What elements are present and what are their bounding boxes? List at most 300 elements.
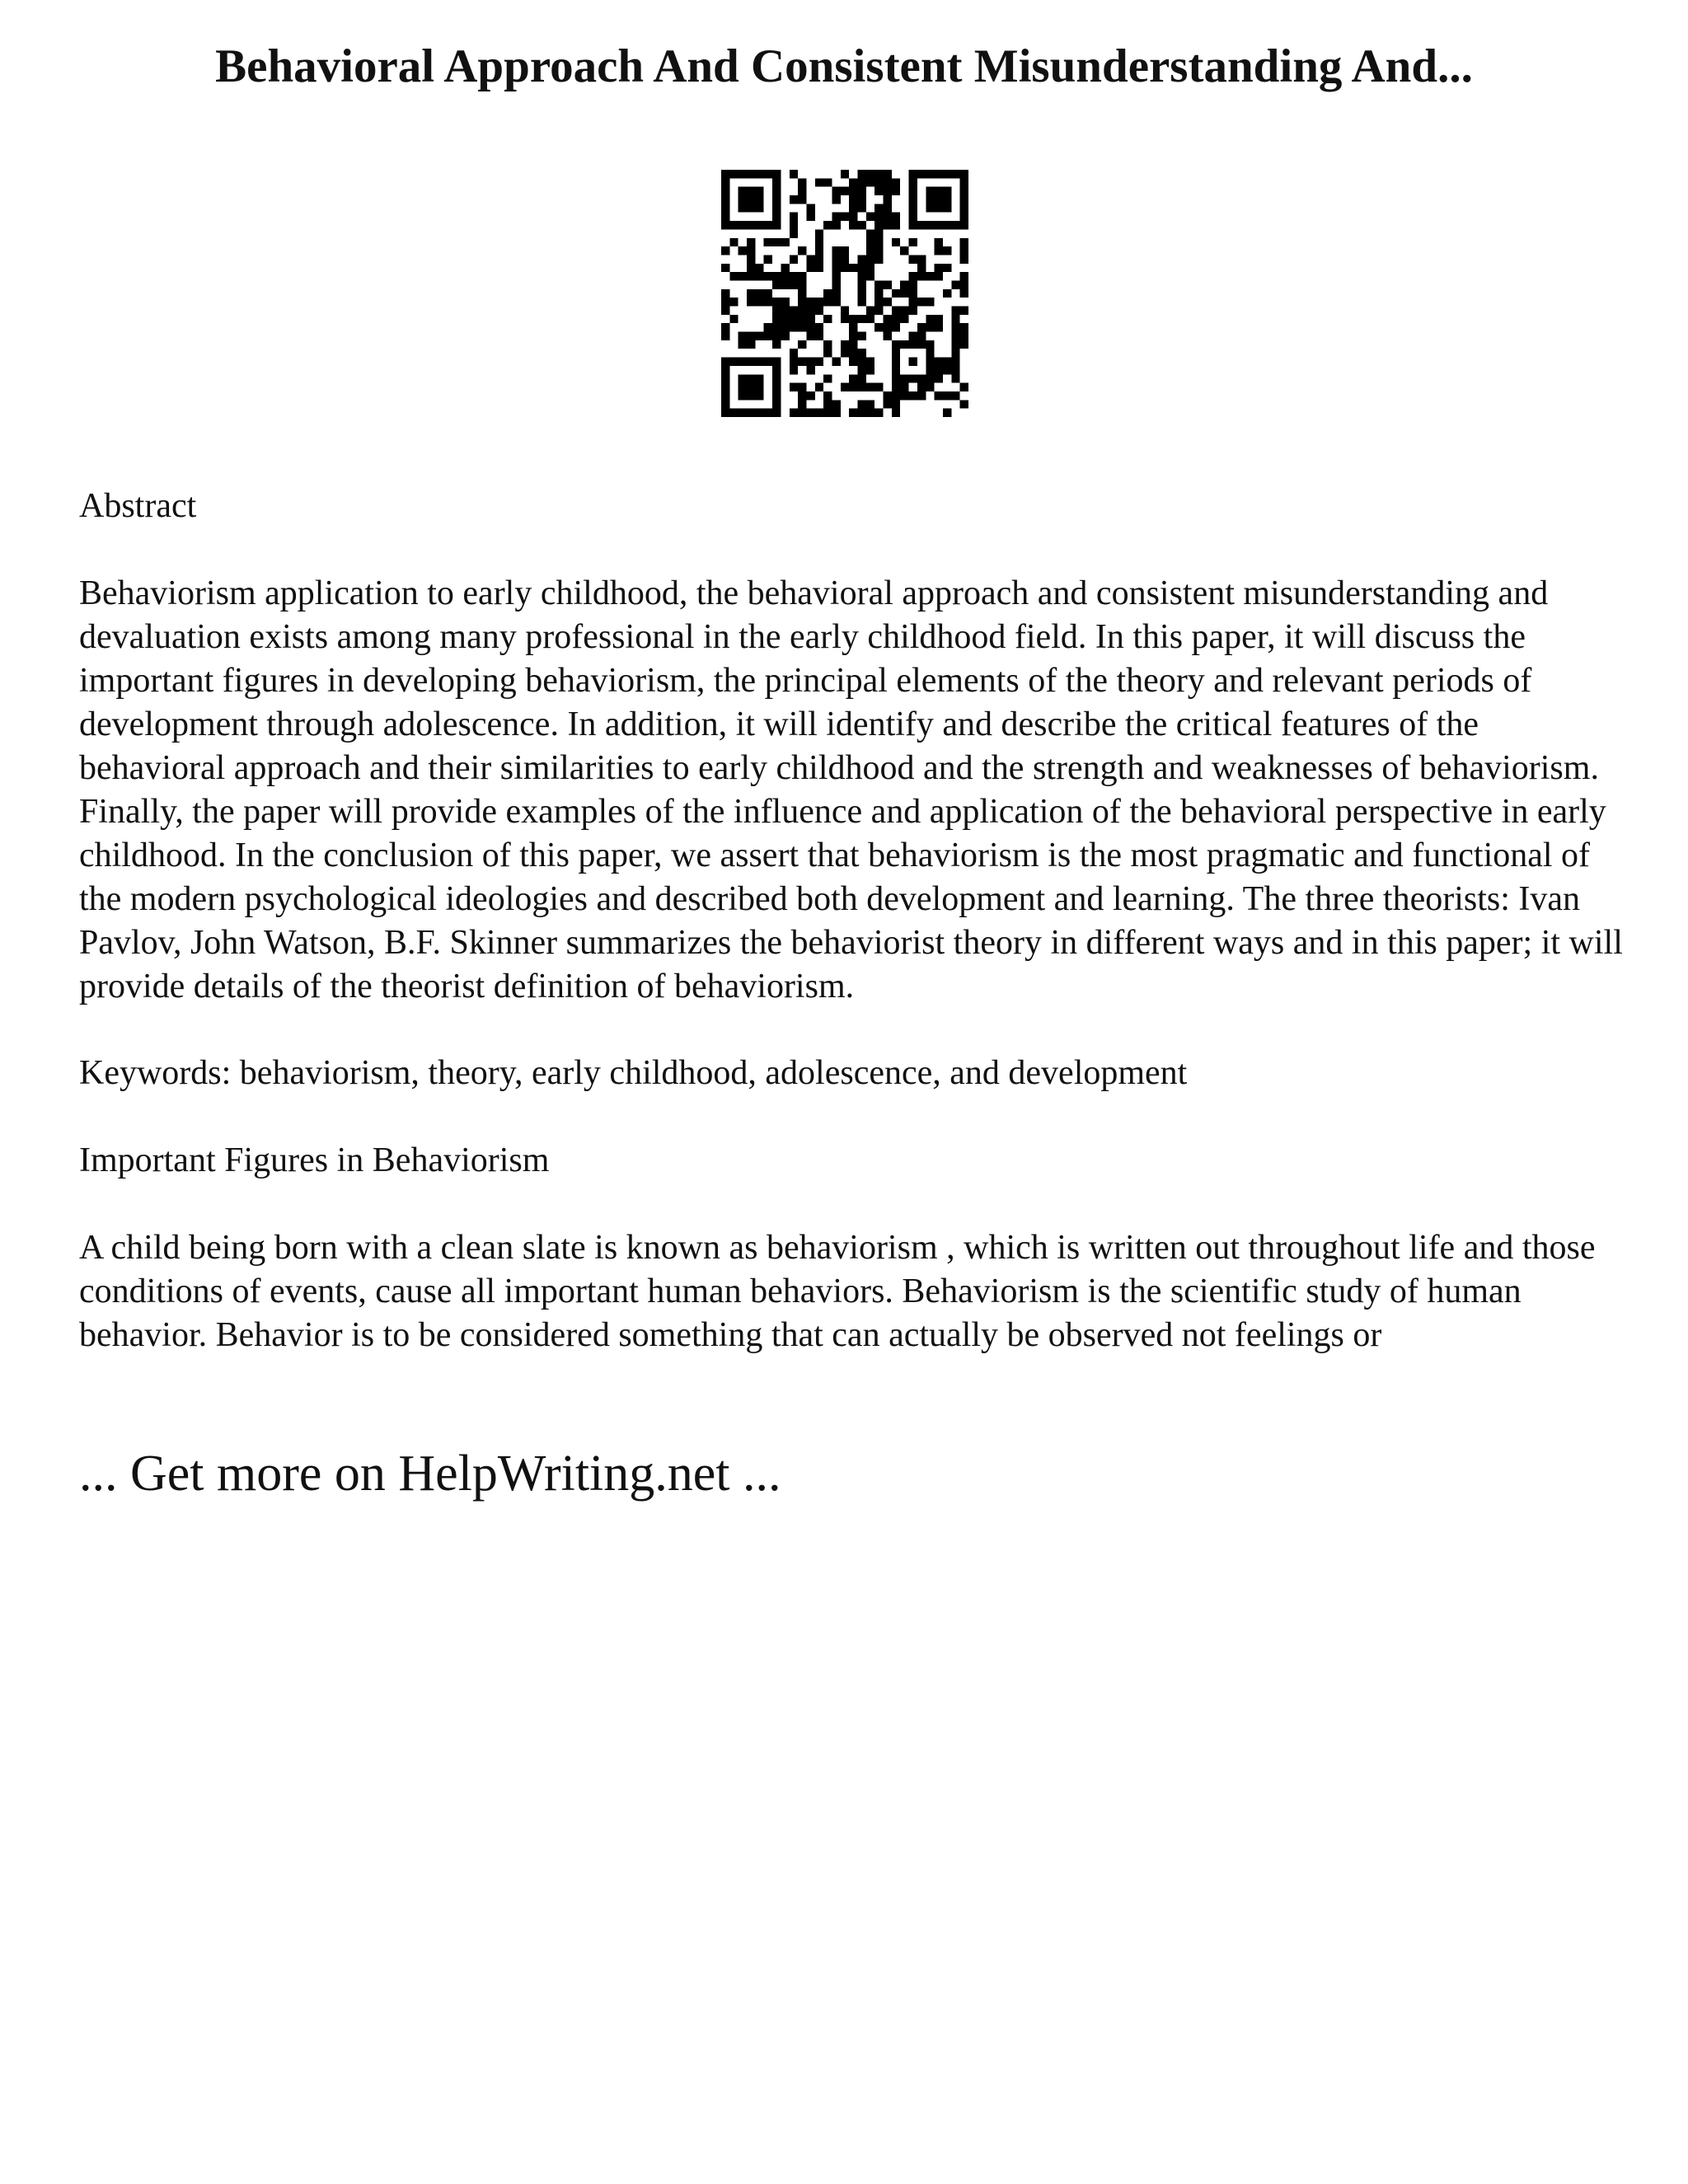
qr-module [729,170,738,178]
qr-module [806,358,814,366]
qr-module [926,221,934,229]
qr-module [721,204,729,212]
qr-module [832,187,840,195]
qr-module [917,332,926,340]
qr-module [806,315,814,323]
qr-module [858,366,866,374]
qr-module [874,204,883,212]
qr-module [798,246,806,255]
qr-module [721,178,729,186]
qr-module [772,178,781,186]
qr-module [729,315,738,323]
qr-module [926,323,934,331]
qr-module [755,298,763,306]
qr-module [790,307,798,315]
qr-module [781,238,789,246]
qr-module [832,246,840,255]
qr-module [729,409,738,417]
qr-module [832,289,840,298]
qr-module [772,323,781,331]
qr-module [892,289,900,298]
qr-module [849,409,857,417]
qr-module [960,238,968,246]
qr-module [884,170,892,178]
qr-module [951,280,959,288]
qr-module [884,213,892,221]
qr-module [738,332,747,340]
qr-module [738,246,747,255]
qr-module [755,409,763,417]
qr-module [858,289,866,298]
keywords-line: Keywords: behaviorism, theory, early childhood, adolescence, and development [79,1054,1188,1092]
qr-module [798,383,806,391]
qr-module [874,213,883,221]
qr-module [943,195,951,204]
qr-module [900,374,908,382]
qr-module [790,349,798,357]
qr-module [721,187,729,195]
qr-module [917,170,926,178]
qr-module [755,272,763,280]
qr-module [909,280,917,288]
qr-module [909,221,917,229]
qr-module [790,315,798,323]
qr-module [721,298,729,306]
qr-module [866,307,874,315]
qr-module [892,187,900,195]
qr-module [858,178,866,186]
qr-module [960,221,968,229]
qr-module [884,332,892,340]
qr-module [884,323,892,331]
qr-module [772,213,781,221]
qr-module [909,358,917,366]
qr-module [943,204,951,212]
qr-module [943,289,951,298]
qr-module [909,187,917,195]
qr-module [823,340,832,349]
qr-module [866,400,874,408]
qr-module [781,264,789,272]
qr-module [858,280,866,288]
qr-module [960,289,968,298]
qr-module [935,366,943,374]
qr-module [747,409,755,417]
qr-module [781,280,789,288]
qr-module [738,195,747,204]
qr-module [892,391,900,400]
qr-module [747,340,755,349]
qr-module [747,383,755,391]
qr-module [874,409,883,417]
qr-module [738,409,747,417]
page-title: Behavioral Approach And Consistent Misunderstanding And... [215,40,1473,92]
qr-module [721,213,729,221]
qr-module [874,238,883,246]
qr-module [832,280,840,288]
qr-module [755,383,763,391]
qr-module [874,178,883,186]
qr-module [849,383,857,391]
qr-module [943,246,951,255]
qr-module [832,195,840,204]
qr-module [747,195,755,204]
qr-module [926,349,934,357]
qr-module [866,366,874,374]
qr-module [926,298,934,306]
qr-module [943,264,951,272]
qr-module [909,272,917,280]
qr-module [790,229,798,237]
qr-module [815,332,823,340]
qr-module [841,255,849,263]
qr-module [747,298,755,306]
qr-module [781,323,789,331]
qr-module [798,315,806,323]
qr-module [747,170,755,178]
qr-module [755,195,763,204]
qr-module [721,221,729,229]
qr-module [755,358,763,366]
qr-module [960,272,968,280]
qr-module [951,374,959,382]
qr-module [729,272,738,280]
qr-module [721,307,729,315]
qr-module [909,374,917,382]
qr-module [960,332,968,340]
qr-module [960,170,968,178]
qr-module [874,280,883,288]
qr-module [874,323,883,331]
qr-module [747,187,755,195]
qr-module [909,213,917,221]
qr-module [909,340,917,349]
qr-module [960,187,968,195]
qr-module [909,298,917,306]
qr-module [747,264,755,272]
qr-module [858,204,866,212]
qr-module [874,289,883,298]
qr-module [892,221,900,229]
qr-module [738,170,747,178]
qr-module [806,409,814,417]
qr-module [935,246,943,255]
qr-module [849,204,857,212]
get-more-link[interactable]: ... Get more on HelpWriting.net ... [79,1446,781,1502]
qr-module [917,383,926,391]
qr-module [755,187,763,195]
qr-module [960,383,968,391]
qr-module [832,358,840,366]
qr-module [832,298,840,306]
qr-module [858,255,866,263]
qr-module [892,213,900,221]
qr-module [841,383,849,391]
qr-module [721,374,729,382]
qr-module [866,272,874,280]
qr-module [823,178,832,186]
qr-module [841,340,849,349]
qr-module [815,358,823,366]
qr-module [790,323,798,331]
qr-module [823,349,832,357]
qr-module [747,358,755,366]
qr-module [841,213,849,221]
qr-module [815,229,823,237]
qr-module [738,358,747,366]
section-paragraph: A child being born with a clean slate is known as behaviorism , which is written out throughout life and those conditions of events, cause all important human behaviors. Behaviorism is the scientific study of human behavior. Behavior is to be considered something that can actually be observed not feelings or [79,1229,1596,1354]
qr-module [951,340,959,349]
qr-module [926,170,934,178]
qr-module [772,221,781,229]
qr-module [832,409,840,417]
qr-module [874,383,883,391]
qr-module [738,383,747,391]
qr-module [790,272,798,280]
qr-module [858,170,866,178]
qr-module [764,332,772,340]
qr-module [892,178,900,186]
qr-module [849,187,857,195]
qr-module [960,340,968,349]
qr-module [747,374,755,382]
qr-module [806,298,814,306]
qr-module [772,238,781,246]
qr-module [849,340,857,349]
qr-module [892,307,900,315]
qr-module [943,187,951,195]
qr-module [823,374,832,382]
qr-module [832,272,840,280]
qr-module [960,204,968,212]
qr-module [790,221,798,229]
qr-module [772,409,781,417]
qr-module [721,323,729,331]
qr-module [772,374,781,382]
qr-module [849,358,857,366]
qr-module [909,289,917,298]
qr-module [884,195,892,204]
qr-module [951,315,959,323]
qr-module [772,400,781,408]
qr-module [951,221,959,229]
qr-module [747,332,755,340]
qr-module [849,332,857,340]
qr-module [951,358,959,366]
qr-module [772,340,781,349]
qr-module [841,315,849,323]
qr-module [841,246,849,255]
qr-module [866,358,874,366]
qr-module [798,298,806,306]
qr-module [926,374,934,382]
qr-module [841,187,849,195]
qr-module [772,298,781,306]
qr-module [858,221,866,229]
qr-module [806,213,814,221]
qr-module [772,358,781,366]
qr-module [747,204,755,212]
qr-module [909,332,917,340]
qr-module [798,272,806,280]
qr-module [815,298,823,306]
qr-module [790,383,798,391]
qr-module [755,374,763,382]
qr-module [917,340,926,349]
qr-module [781,315,789,323]
qr-module [721,289,729,298]
qr-module [747,272,755,280]
qr-module [917,255,926,263]
qr-module [798,187,806,195]
qr-module [909,195,917,204]
qr-module [874,298,883,306]
qr-module [841,307,849,315]
qr-module [960,323,968,331]
qr-module [729,298,738,306]
qr-module [858,195,866,204]
qr-module [772,187,781,195]
qr-module [960,255,968,263]
qr-module [815,383,823,391]
qr-module [960,400,968,408]
qr-module [815,264,823,272]
qr-module [900,391,908,400]
abstract-paragraph: Behaviorism application to early childhood, the behavioral approach and consistent misunderstanding and devaluation exists among many professional in the early childhood field. In this paper, it will discuss the important figures in developing behaviorism, the principal elements of the theory and relevant periods of development through adolescence. In addition, it will identify and describe the critical features of the behavioral approach and their similarities to early childhood and the strength and weaknesses of behaviorism. Finally, the paper will provide examples of the influence and application of the behavioral perspective in early childhood. In the conclusion of this paper, we assert that behaviorism is the most pragmatic and functional of the modern psychological ideologies and described both development and learning. The three theorists: Ivan Pavlov, John Watson, B.F. Skinner summarizes the behaviorist theory in different ways and in this paper; it will provide details of the theorist definition of behaviorism. [79,574,1623,1005]
qr-module [755,221,763,229]
qr-module [790,409,798,417]
qr-module [764,170,772,178]
qr-module [764,238,772,246]
qr-module [951,307,959,315]
qr-module [721,246,729,255]
qr-module [721,358,729,366]
qr-module [747,246,755,255]
qr-module [917,221,926,229]
qr-module [721,400,729,408]
qr-module [823,315,832,323]
qr-module [755,332,763,340]
qr-module [790,358,798,366]
qr-module [721,170,729,178]
qr-module [892,349,900,357]
qr-code [721,170,968,417]
qr-module [806,332,814,340]
qr-module [806,204,814,212]
qr-module [951,332,959,340]
qr-module [926,187,934,195]
section-heading: Important Figures in Behaviorism [79,1141,550,1179]
qr-module [823,400,832,408]
qr-module [815,246,823,255]
qr-module [815,238,823,246]
qr-module [815,307,823,315]
qr-module [866,246,874,255]
qr-module [858,383,866,391]
qr-module [892,238,900,246]
qr-module [900,246,908,255]
qr-module [798,400,806,408]
qr-module [900,289,908,298]
qr-module [858,332,866,340]
qr-module [866,409,874,417]
qr-module [926,383,934,391]
qr-module [772,391,781,400]
qr-module [926,272,934,280]
qr-module [935,264,943,272]
qr-module [764,221,772,229]
qr-module [943,170,951,178]
qr-module [858,315,866,323]
qr-module [772,366,781,374]
qr-module [866,383,874,391]
qr-module [729,221,738,229]
qr-module [849,221,857,229]
qr-module [960,178,968,186]
qr-module [951,323,959,331]
qr-module [909,307,917,315]
qr-module [832,213,840,221]
qr-module [806,391,814,400]
qr-module [960,280,968,288]
qr-module [858,358,866,366]
qr-module [832,221,840,229]
qr-module [858,298,866,306]
qr-module [781,298,789,306]
qr-module [823,409,832,417]
qr-module [909,178,917,186]
qr-module [729,358,738,366]
qr-module [849,213,857,221]
qr-module [747,255,755,263]
qr-module [892,323,900,331]
qr-module [806,255,814,263]
qr-module [849,374,857,382]
qr-module [892,358,900,366]
qr-module [832,400,840,408]
qr-module [832,264,840,272]
qr-module [892,383,900,391]
qr-module [900,340,908,349]
qr-module [926,340,934,349]
qr-module [772,332,781,340]
qr-module [790,195,798,204]
qr-module [874,170,883,178]
qr-module [798,280,806,288]
qr-module [790,366,798,374]
qr-module [960,246,968,255]
qr-module [866,238,874,246]
qr-module [798,178,806,186]
qr-module [874,307,883,315]
qr-module [747,238,755,246]
qr-module [858,272,866,280]
qr-module [951,391,959,400]
qr-module [790,255,798,263]
qr-module [917,298,926,306]
qr-module [884,178,892,186]
qr-module [892,366,900,374]
qr-module [858,374,866,382]
qr-module [849,264,857,272]
qr-module [858,264,866,272]
qr-module [951,170,959,178]
qr-module [943,391,951,400]
qr-module [900,307,908,315]
qr-module [909,204,917,212]
qr-module [926,204,934,212]
qr-module [798,307,806,315]
